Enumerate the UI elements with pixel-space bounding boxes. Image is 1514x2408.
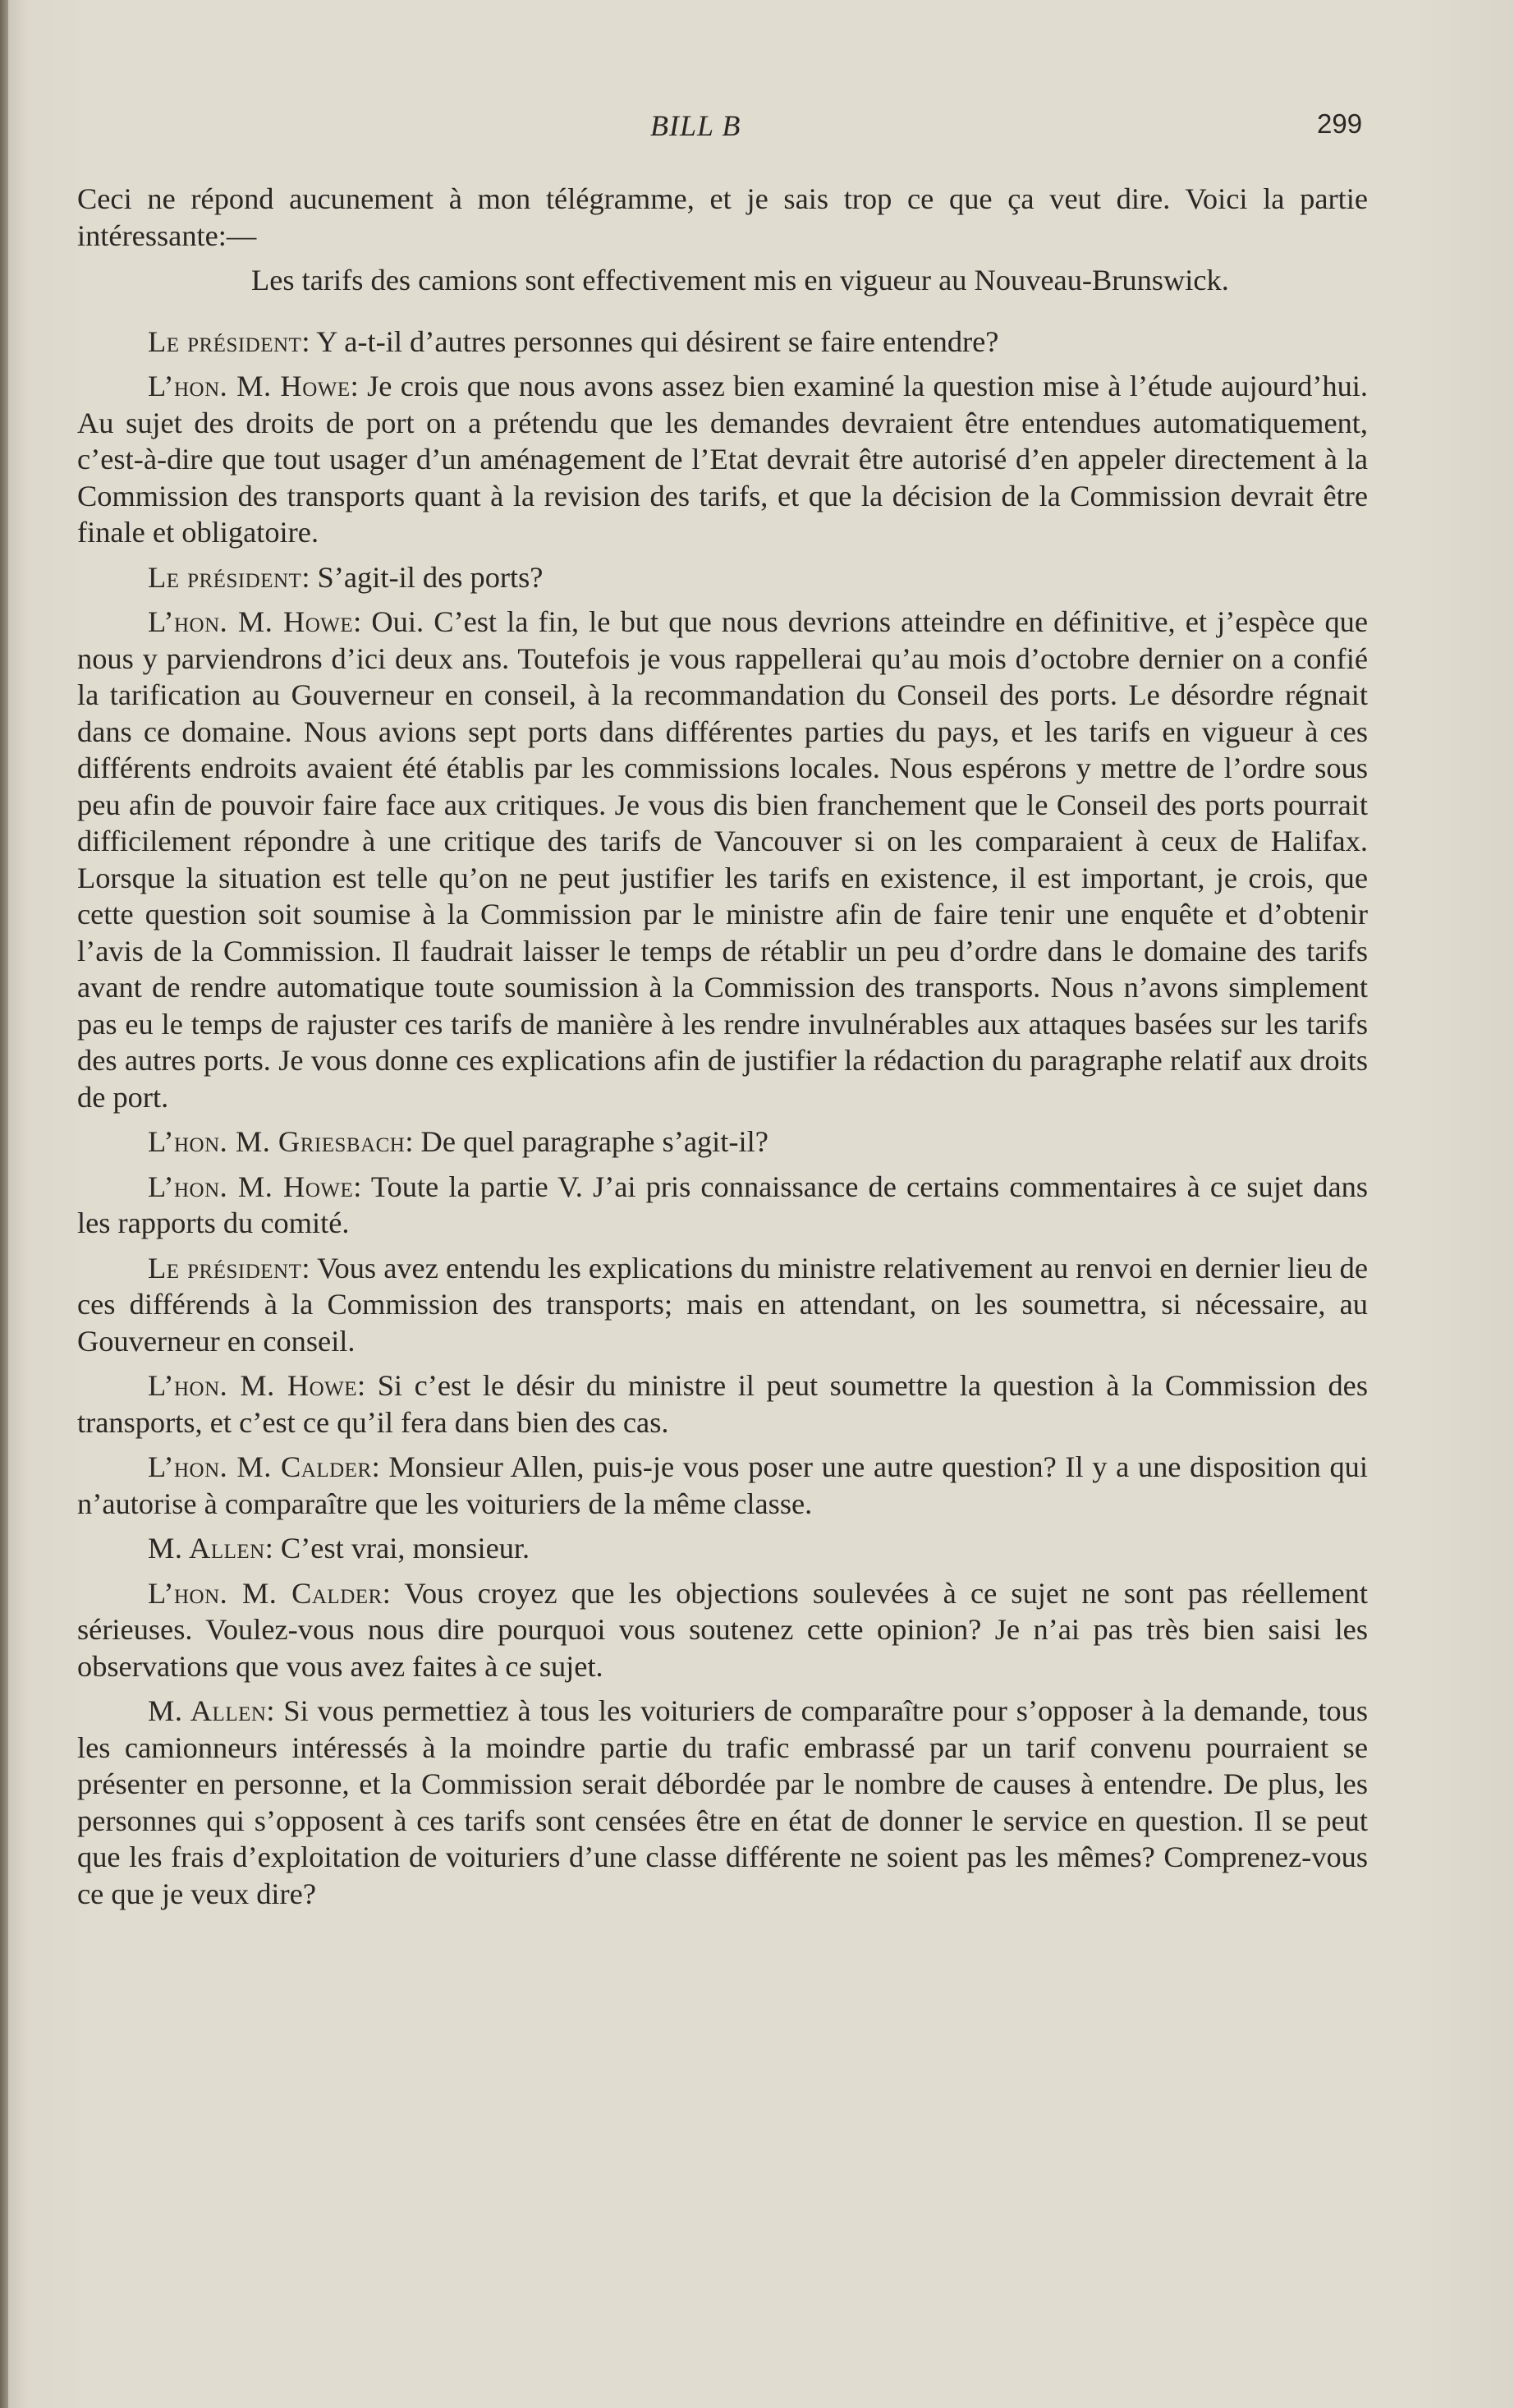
speaker-name: L’hon. M. Calder <box>148 1450 372 1483</box>
speaker-name: M. Allen <box>148 1694 267 1727</box>
paragraph-text: : Vous avez entendu les explications du ministre relativement au renvoi en dernier lieu de ces différends à la Commission des transports; mais en attendant, on les soumettra, si nécessaire, au Gouverneur en conseil. <box>77 1251 1368 1358</box>
speaker-name: L’hon. M. Howe <box>148 605 354 638</box>
page-number: 299 <box>1317 108 1363 139</box>
paragraph <box>77 1449 1368 1522</box>
paragraph <box>77 181 1368 254</box>
speaker-name: L’hon. M. Calder <box>148 1576 383 1610</box>
speaker-name: L’hon. M. Howe <box>148 1170 354 1203</box>
speaker-name: L’hon. M. Howe <box>148 1369 358 1402</box>
speaker-name: Le président <box>148 324 302 358</box>
block-quote <box>182 262 1368 299</box>
paragraph-text: : Monsieur Allen, puis-je vous poser une autre question? Il y a une disposition qui n’autorise à comparaître que les voituriers de la même classe. <box>77 1450 1368 1520</box>
paragraph <box>77 559 1368 596</box>
paragraph <box>77 1530 1368 1567</box>
book-spine-edge <box>0 0 8 2408</box>
quote-text: Les tarifs des camions sont effectivement mis en vigueur au Nouveau-Brunswick. <box>251 264 1229 296</box>
paragraph-text: Ceci ne répond aucunement à mon télégramme, et je sais trop ce que ça veut dire. Voici la partie intéressante:— <box>77 182 1368 252</box>
paragraph <box>77 1367 1368 1441</box>
paragraph-text: : Oui. C’est la fin, le but que nous devrions atteindre en définitive, et j’espèce que nous y parviendrons d’ici deux ans. Toutefois je vous rappellerai qu’au mois d’octobre dernier on a confié la tarification au Gouverneur en conseil, à la recommandation du Conseil des ports. Le désordre régnait dans ce domaine. Nous avions sept ports dans différentes parties du pays, et les tarifs en vigueur à ces différents endroits avaient été établis par les commissions locales. Nous espérons y mettre de l’ordre sous peu afin de pouvoir faire face aux critiques. Je vous dis bien franchement que le Conseil des ports pourrait difficilement répondre à une critique des tarifs de Vancouver si on les comparaient à ceux de Halifax. Lorsque la situation est telle qu’on ne peut justifier les tarifs en existence, il est important, je crois, que cette question soit soumise à la Commission par le ministre afin de faire tenir une enquête et d’obtenir l’avis de la Commission. Il faudrait laisser le temps de rétablir un peu d’ordre dans le domaine des tarifs avant de rendre automatique toute soumission à la Commission des transports. Nous n’avons simplement pas eu le temps de rajuster ces tarifs de manière à les rendre invulnérables aux attaques basées sur les tarifs des autres ports. Je vous donne ces explications afin de justifier la rédaction du paragraphe relatif aux droits de port. <box>77 605 1368 1114</box>
paragraph <box>77 1124 1368 1160</box>
running-title: BILL B <box>650 109 741 142</box>
paragraph-text: : Y a-t-il d’autres personnes qui désirent se faire entendre? <box>301 324 999 358</box>
paragraph <box>77 1250 1368 1360</box>
body-text <box>77 181 1368 1920</box>
paragraph-text: : S’agit-il des ports? <box>301 560 544 594</box>
paragraph <box>77 1169 1368 1242</box>
paragraph-text: : C’est vrai, monsieur. <box>264 1532 530 1565</box>
page-header <box>0 108 1514 149</box>
speaker-name: L’hon. M. Howe <box>148 370 351 402</box>
speaker-name: Le président <box>148 560 302 594</box>
paragraph-text: : Vous croyez que les objections soulevées à ce sujet ne sont pas réellement sérieuses. Voulez-vous nous dire pourquoi vous soutenez cette opinion? Je n’ai pas très bien saisi les observations que vous avez faites à ce sujet. <box>77 1576 1368 1683</box>
paragraph-text: : De quel paragraphe s’agit-il? <box>405 1125 768 1158</box>
speaker-name: Le président <box>148 1251 302 1284</box>
paragraph-text: : Si vous permettiez à tous les voituriers de comparaître pour s’opposer à la demande, tous les camionneurs intéressés à la moindre partie du trafic embrassé par un tarif convenu pourraient se présenter en personne, et la Commission serait débordée par le nombre de causes à entendre. De plus, les personnes qui s’opposent à ces tarifs sont censées être en état de donner le service en question. Il se peut que les frais d’exploitation de voituriers d’une classe différente ne soient pas les mêmes? Comprenez-vous ce que je veux dire? <box>77 1694 1368 1910</box>
paragraph <box>77 604 1368 1115</box>
speaker-name: L’hon. M. Griesbach <box>148 1125 406 1158</box>
paragraph <box>77 1575 1368 1685</box>
paragraph <box>77 368 1368 551</box>
paragraph <box>77 324 1368 361</box>
paragraph-text: : Si c’est le désir du ministre il peut soumettre la question à la Commission des transports, et c’est ce qu’il fera dans bien des cas. <box>77 1369 1368 1439</box>
speaker-name: M. Allen <box>148 1532 265 1565</box>
paragraph-text: : Je crois que nous avons assez bien examiné la question mise à l’étude aujourd’hui. Au sujet des droits de port on a prétendu que les demandes devraient être entendues automatiquement, c’est-à-dire que tout usager d’un aménagement de l’Etat devrait être autorisé d’en appeler directement à la Commission des transports quant à la revision des tarifs, et que la décision de la Commission devrait être finale et obligatoire. <box>77 370 1368 549</box>
paragraph-text: : Toute la partie V. J’ai pris connaissance de certains commentaires à ce sujet dans les rapports du comité. <box>77 1170 1368 1239</box>
paragraph <box>77 1693 1368 1912</box>
